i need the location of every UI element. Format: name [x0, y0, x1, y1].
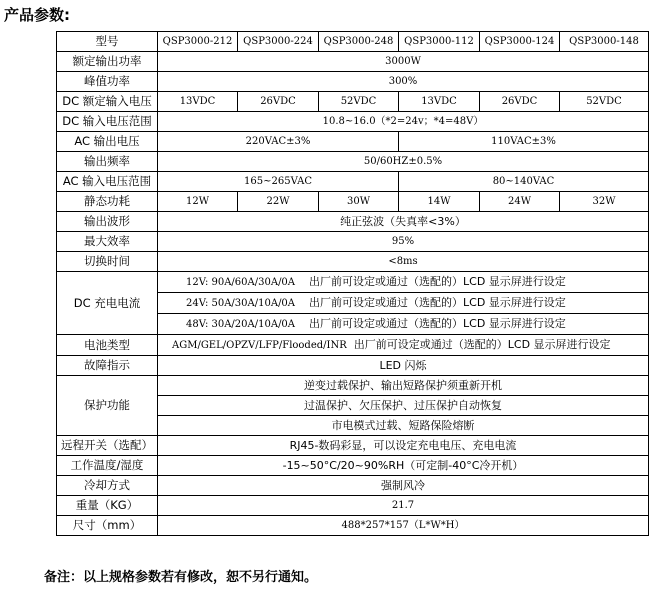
cell-value: 488*257*157（L*W*H）: [158, 516, 649, 536]
cell-value: 80~140VAC: [399, 172, 649, 192]
header-label: 型号: [57, 32, 158, 52]
table-row: [57, 496, 649, 516]
table-row: [57, 356, 649, 376]
charge-note: 出厂前可设定或通过（选配的）LCD 显示屏进行设定: [309, 275, 566, 288]
row-label: 电池类型: [57, 335, 158, 356]
table-row: [57, 132, 649, 152]
model-cell: QSP3000-112: [399, 32, 480, 52]
row-label: DC 额定输入电压: [57, 92, 158, 112]
row-label: AC 输入电压范围: [57, 172, 158, 192]
cell-value: [158, 293, 649, 314]
table-row: [57, 72, 649, 92]
spec-table: [56, 31, 649, 536]
cell-value: 13VDC: [399, 92, 480, 112]
battery-types: AGM/GEL/OPZV/LFP/Flooded/INR: [172, 340, 347, 351]
charge-note: 出厂前可设定或通过（选配的）LCD 显示屏进行设定: [309, 317, 566, 330]
cell-value: 14W: [399, 192, 480, 212]
cell-value: 32W: [560, 192, 649, 212]
cell-value: 逆变过载保护、输出短路保护须重新开机: [158, 376, 649, 396]
cell-value: 26VDC: [480, 92, 560, 112]
row-label: 重量（KG）: [57, 496, 158, 516]
row-label: DC 充电电流: [57, 272, 158, 335]
charge-current: 24V: 50A/30A/10A/0A: [186, 298, 296, 309]
row-label: 冷却方式: [57, 476, 158, 496]
table-row: [57, 456, 649, 476]
row-label: 峰值功率: [57, 72, 158, 92]
model-cell: QSP3000-248: [319, 32, 399, 52]
row-label: 最大效率: [57, 232, 158, 252]
cell-value: LED 闪烁: [158, 356, 649, 376]
cell-value: 13VDC: [158, 92, 238, 112]
row-label: 尺寸（mm）: [57, 516, 158, 536]
table-row: [57, 112, 649, 132]
row-label: AC 输出电压: [57, 132, 158, 152]
row-label: 保护功能: [57, 376, 158, 436]
cell-value: 52VDC: [319, 92, 399, 112]
cell-value: 110VAC±3%: [399, 132, 649, 152]
model-cell: QSP3000-212: [158, 32, 238, 52]
cell-value: 300%: [158, 72, 649, 92]
cell-value: 21.7: [158, 496, 649, 516]
cell-value: -15~50°C/20~90%RH（可定制-40°C冷开机）: [158, 456, 649, 476]
row-label: 输出频率: [57, 152, 158, 172]
cell-value: 3000W: [158, 52, 649, 72]
table-row: [57, 335, 649, 356]
row-label: 切换时间: [57, 252, 158, 272]
cell-value: 52VDC: [560, 92, 649, 112]
table-row: [57, 152, 649, 172]
table-row: [57, 516, 649, 536]
row-label: 故障指示: [57, 356, 158, 376]
page-title: 产品参数:: [4, 6, 70, 24]
cell-value: 50/60HZ±0.5%: [158, 152, 649, 172]
table-row: [57, 32, 649, 52]
row-label: 远程开关（选配）: [57, 436, 158, 456]
table-row: [57, 52, 649, 72]
cell-value: 24W: [480, 192, 560, 212]
model-cell: QSP3000-124: [480, 32, 560, 52]
cell-value: 过温保护、欠压保护、过压保护自动恢复: [158, 396, 649, 416]
table-row: [57, 192, 649, 212]
battery-note: 出厂前可设定或通过（选配的）LCD 显示屏进行设定: [353, 338, 611, 351]
cell-value: 26VDC: [238, 92, 319, 112]
footnote: 备注：以上规格参数若有修改，恕不另行通知。: [44, 570, 318, 585]
table-row: [57, 272, 649, 293]
model-cell: QSP3000-224: [238, 32, 319, 52]
cell-value: 30W: [319, 192, 399, 212]
table-row: [57, 232, 649, 252]
cell-value: <8ms: [158, 252, 649, 272]
charge-note: 出厂前可设定或通过（选配的）LCD 显示屏进行设定: [309, 296, 566, 309]
cell-value: [158, 272, 649, 293]
cell-value: 强制风冷: [158, 476, 649, 496]
table-row: [57, 436, 649, 456]
cell-value: [158, 335, 649, 356]
cell-value: [158, 314, 649, 335]
row-label: 额定输出功率: [57, 52, 158, 72]
table-row: [57, 212, 649, 232]
row-label: DC 输入电压范围: [57, 112, 158, 132]
cell-value: 市电模式过载、短路保险熔断: [158, 416, 649, 436]
cell-value: 12W: [158, 192, 238, 212]
cell-value: 220VAC±3%: [158, 132, 399, 152]
charge-current: 48V: 30A/20A/10A/0A: [186, 319, 296, 330]
charge-current: 12V: 90A/60A/30A/0A: [186, 277, 296, 288]
table-row: [57, 172, 649, 192]
cell-value: 10.8~16.0（*2=24v；*4=48V）: [158, 112, 649, 132]
cell-value: 165~265VAC: [158, 172, 399, 192]
model-cell: QSP3000-148: [560, 32, 649, 52]
row-label: 输出波形: [57, 212, 158, 232]
cell-value: 纯正弦波（失真率<3%）: [158, 212, 649, 232]
cell-value: 95%: [158, 232, 649, 252]
table-row: [57, 476, 649, 496]
row-label: 静态功耗: [57, 192, 158, 212]
cell-value: RJ45-数码彩显，可以设定充电电压、充电电流: [158, 436, 649, 456]
table-row: [57, 376, 649, 396]
row-label: 工作温度/湿度: [57, 456, 158, 476]
table-row: [57, 252, 649, 272]
table-row: [57, 92, 649, 112]
cell-value: 22W: [238, 192, 319, 212]
